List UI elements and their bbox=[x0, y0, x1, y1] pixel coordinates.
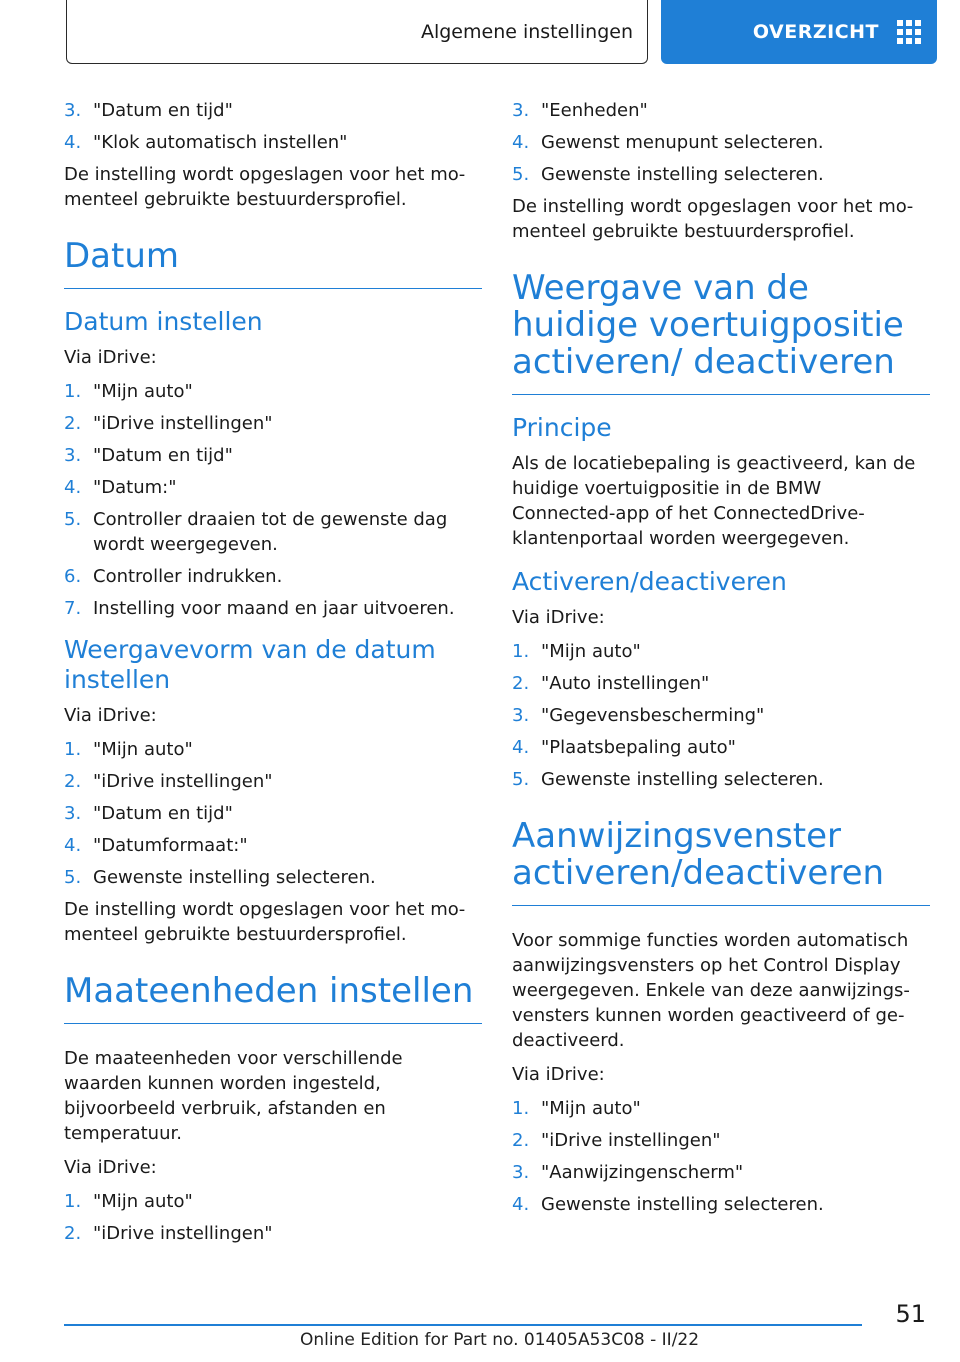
step-item bbox=[64, 596, 482, 621]
steps-list bbox=[512, 639, 930, 792]
step-text: "Aanwijzingenscherm" bbox=[541, 1162, 744, 1183]
step-item bbox=[64, 475, 482, 500]
step-text: "iDrive instellingen" bbox=[93, 771, 273, 792]
step-number: 3. bbox=[512, 705, 530, 726]
step-number: 4. bbox=[512, 1194, 530, 1215]
via-idrive-label: Via iDrive: bbox=[512, 607, 605, 628]
edition-text: Online Edition for Part no. 01405A53C08 - II/22 bbox=[300, 1330, 700, 1350]
step-item bbox=[64, 379, 482, 404]
overview-label: OVERZICHT bbox=[752, 21, 879, 43]
steps-list bbox=[512, 1096, 930, 1217]
steps-list bbox=[512, 98, 930, 187]
step-number: 4. bbox=[64, 477, 82, 498]
footer-divider bbox=[64, 1324, 862, 1326]
step-number: 2. bbox=[64, 1223, 82, 1244]
step-text: "Mijn auto" bbox=[93, 739, 193, 760]
step-text: Gewenste instelling selecteren. bbox=[93, 867, 376, 888]
step-text: "Auto instellingen" bbox=[541, 673, 710, 694]
step-number: 5. bbox=[64, 867, 82, 888]
heading-principe: Principe bbox=[512, 413, 612, 442]
step-text: "iDrive instellingen" bbox=[541, 1130, 721, 1151]
step-text: "Gegevensbescherming" bbox=[541, 705, 765, 726]
step-number: 5. bbox=[64, 509, 82, 530]
heading-weergave-voertuigpositie: Weergave van de huidige voertuigpositie activeren/ deactiveren bbox=[512, 270, 930, 395]
step-item bbox=[64, 564, 482, 589]
step-number: 2. bbox=[512, 1130, 530, 1151]
section-title: Algemene instellingen bbox=[420, 20, 633, 43]
step-text: Gewenste instelling selecteren. bbox=[541, 1194, 824, 1215]
steps-list bbox=[64, 1189, 482, 1246]
step-item bbox=[512, 162, 930, 187]
heading-datum-instellen: Datum instellen bbox=[64, 307, 263, 336]
steps-list bbox=[64, 98, 482, 155]
step-text: "Datumformaat:" bbox=[93, 835, 248, 856]
heading-maateenheden: Maateenheden instellen bbox=[64, 973, 482, 1024]
step-item bbox=[64, 1189, 482, 1214]
step-number: 5. bbox=[512, 164, 530, 185]
step-number: 3. bbox=[64, 803, 82, 824]
step-text: "Plaatsbepaling auto" bbox=[541, 737, 736, 758]
step-text: Gewenste instelling selecteren. bbox=[541, 164, 824, 185]
step-item bbox=[64, 443, 482, 468]
maateenheden-text: De maateenheden voor verschillende waarden kunnen worden ingesteld, bijvoorbeeld verbruik, afstanden en temperatuur. bbox=[64, 1048, 403, 1144]
step-item bbox=[512, 98, 930, 123]
page-number: 51 bbox=[895, 1300, 926, 1328]
via-idrive-label: Via iDrive: bbox=[512, 1064, 605, 1085]
heading-weergavevorm: Weergavevorm van de datum instellen bbox=[64, 635, 436, 694]
step-text: Gewenst menupunt selecteren. bbox=[541, 132, 824, 153]
step-text: "Datum en tijd" bbox=[93, 445, 233, 466]
step-number: 2. bbox=[64, 413, 82, 434]
via-idrive-label: Via iDrive: bbox=[64, 347, 157, 368]
step-item bbox=[64, 737, 482, 762]
heading-aanwijzingsvenster: Aanwijzingsvenster activeren/deactiveren bbox=[512, 818, 930, 906]
step-text: Instelling voor maand en jaar uitvoeren. bbox=[93, 598, 455, 619]
step-number: 3. bbox=[64, 445, 82, 466]
step-item bbox=[64, 833, 482, 858]
step-item bbox=[64, 411, 482, 436]
step-number: 3. bbox=[64, 100, 82, 121]
step-number: 7. bbox=[64, 598, 82, 619]
via-idrive-label: Via iDrive: bbox=[64, 705, 157, 726]
step-item bbox=[64, 801, 482, 826]
profile-note: De instelling wordt opgeslagen voor het momenteel gebruikte bestuurdersprofiel. bbox=[64, 899, 466, 945]
section-tab[interactable] bbox=[66, 0, 648, 64]
step-item bbox=[512, 671, 930, 696]
right-column bbox=[512, 98, 930, 1224]
step-text: Gewenste instelling selecteren. bbox=[541, 769, 824, 790]
step-item bbox=[64, 507, 482, 557]
step-item bbox=[64, 769, 482, 794]
step-item bbox=[512, 639, 930, 664]
step-number: 1. bbox=[64, 1191, 82, 1212]
step-item bbox=[512, 1192, 930, 1217]
grid-icon bbox=[897, 20, 921, 44]
profile-note: De instelling wordt opgeslagen voor het momenteel gebruikte bestuurdersprofiel. bbox=[64, 164, 466, 210]
heading-activeren: Activeren/deactiveren bbox=[512, 567, 787, 596]
via-idrive-label: Via iDrive: bbox=[64, 1157, 157, 1178]
step-text: "Klok automatisch instellen" bbox=[93, 132, 348, 153]
step-number: 5. bbox=[512, 769, 530, 790]
steps-list bbox=[64, 379, 482, 621]
step-item bbox=[64, 98, 482, 123]
step-text: "Eenheden" bbox=[541, 100, 648, 121]
step-item bbox=[512, 130, 930, 155]
step-text: Controller indrukken. bbox=[93, 566, 283, 587]
step-text: "Datum en tijd" bbox=[93, 100, 233, 121]
profile-note: De instelling wordt opgeslagen voor het momenteel gebruikte bestuurdersprofiel. bbox=[512, 196, 914, 242]
step-number: 2. bbox=[64, 771, 82, 792]
step-text: "Mijn auto" bbox=[541, 1098, 641, 1119]
step-item bbox=[512, 1128, 930, 1153]
step-number: 4. bbox=[512, 132, 530, 153]
step-text: "Datum en tijd" bbox=[93, 803, 233, 824]
step-number: 1. bbox=[64, 381, 82, 402]
left-column bbox=[64, 98, 482, 1253]
step-item bbox=[512, 703, 930, 728]
step-text: "Datum:" bbox=[93, 477, 177, 498]
principe-text: Als de locatiebepaling is geactiveerd, kan de huidige voertuigpositie in de BMW Connected-app of het ConnectedDrive-klantenportaal worden weergegeven. bbox=[512, 453, 916, 549]
step-text: "Mijn auto" bbox=[93, 1191, 193, 1212]
aanwijzing-text: Voor sommige functies worden automatisch aanwijzingsvensters op het Control Display weergegeven. Enkele van deze aanwijzingsvensters kunnen worden geactiveerd of gedeactiveerd. bbox=[512, 930, 910, 1051]
step-item bbox=[64, 130, 482, 155]
step-number: 2. bbox=[512, 673, 530, 694]
overview-button[interactable] bbox=[661, 0, 937, 64]
page-header bbox=[0, 0, 960, 66]
step-text: "iDrive instellingen" bbox=[93, 413, 273, 434]
step-item bbox=[512, 767, 930, 792]
step-number: 3. bbox=[512, 100, 530, 121]
step-number: 6. bbox=[64, 566, 82, 587]
step-item bbox=[512, 1160, 930, 1185]
step-text: "Mijn auto" bbox=[93, 381, 193, 402]
step-item bbox=[512, 735, 930, 760]
step-number: 4. bbox=[64, 132, 82, 153]
step-item bbox=[64, 865, 482, 890]
step-number: 4. bbox=[64, 835, 82, 856]
step-number: 1. bbox=[512, 641, 530, 662]
step-number: 1. bbox=[512, 1098, 530, 1119]
step-item bbox=[64, 1221, 482, 1246]
step-number: 1. bbox=[64, 739, 82, 760]
step-text: "iDrive instellingen" bbox=[93, 1223, 273, 1244]
step-number: 4. bbox=[512, 737, 530, 758]
heading-datum: Datum bbox=[64, 238, 482, 289]
step-text: "Mijn auto" bbox=[541, 641, 641, 662]
step-text: Controller draaien tot de gewenste dag wordt weergegeven. bbox=[93, 509, 448, 555]
step-number: 3. bbox=[512, 1162, 530, 1183]
step-item bbox=[512, 1096, 930, 1121]
steps-list bbox=[64, 737, 482, 890]
